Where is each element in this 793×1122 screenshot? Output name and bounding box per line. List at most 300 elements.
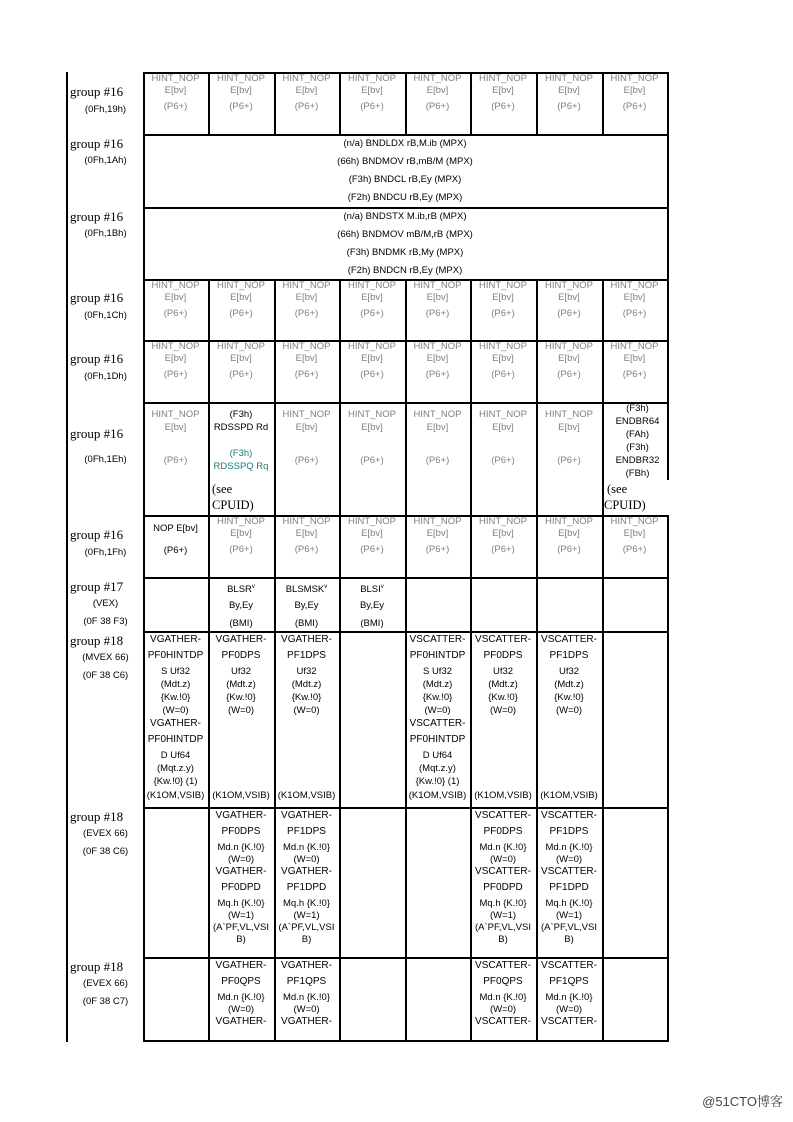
gather-scatter-text: (W=0) <box>489 1004 517 1015</box>
group-label: group #16 <box>70 83 124 99</box>
gather-scatter-text: (A`PF,VL,VSI <box>213 922 269 933</box>
gather-scatter-text: S Uf32 <box>422 666 453 677</box>
hint-nop-operand: E[bv] <box>426 85 449 96</box>
gather-scatter-text: (Mdt.z) <box>488 679 518 690</box>
bmi-cpu: (BMI) <box>294 618 319 629</box>
hint-nop-operand: E[bv] <box>164 85 187 96</box>
hint-nop-label: HINT_NOP <box>347 409 397 420</box>
gather-scatter-text: PF0HINTDP <box>409 734 466 745</box>
gather-scatter-text: VGATHER- <box>281 960 332 971</box>
gather-scatter-text: VGATHER- <box>215 866 267 877</box>
gather-scatter-text: PF0DPS <box>483 826 523 837</box>
hint-nop-operand: E[bv] <box>558 528 580 539</box>
gather-scatter-text: VSCATTER- <box>475 1016 531 1027</box>
group-label: group #16 <box>70 136 124 151</box>
group-label: group #18 <box>70 809 124 824</box>
gather-scatter-text: (W=0) <box>162 705 189 716</box>
gather-scatter-text: D Uf64 <box>160 750 191 761</box>
watermark: @51CTO博客 <box>702 1094 783 1109</box>
bmi-cpu: (BMI) <box>229 618 253 629</box>
gather-scatter-text: {Kw.!0} (1) <box>153 776 198 787</box>
hint-nop-cpu: (P6+) <box>163 369 188 380</box>
gather-scatter-text: PF0DPD <box>483 882 523 893</box>
hint-nop-operand: E[bv] <box>426 528 449 539</box>
hint-nop-cpu: (P6+) <box>491 544 515 555</box>
hint-nop-label: HINT_NOP <box>478 516 528 527</box>
bnd-instruction: (F3h) BNDCL rB,Ey (MPX) <box>348 174 462 185</box>
hint-nop-operand: E[bv] <box>426 422 449 433</box>
gather-scatter-text: VSCATTER- <box>541 1016 597 1027</box>
hint-nop-operand: E[bv] <box>558 292 580 303</box>
hint-nop-cpu: (P6+) <box>360 101 384 112</box>
gather-scatter-text: VGATHER- <box>215 960 267 971</box>
hint-nop-label: HINT_NOP <box>610 516 659 527</box>
gather-scatter-text: PF0QPS <box>221 976 261 987</box>
hint-nop-cpu: (P6+) <box>622 101 647 112</box>
table-grid-line <box>667 72 669 135</box>
gather-scatter-text: (Mdt.z) <box>160 679 191 690</box>
hint-nop-label: HINT_NOP <box>544 73 594 84</box>
table-grid-line <box>339 957 341 1042</box>
hint-nop-label: HINT_NOP <box>413 73 462 84</box>
gather-scatter-text: VGATHER- <box>150 634 201 645</box>
gather-scatter-text: D Uf64 <box>422 750 453 761</box>
hint-nop-cpu: (P6+) <box>557 369 581 380</box>
k1om-vsib-note: (K1OM,VSIB) <box>212 790 270 801</box>
group-label: group #16 <box>70 426 124 441</box>
gather-scatter-text: PF1DPS <box>287 650 326 661</box>
gather-scatter-text: (Mqt.z.y) <box>419 763 456 774</box>
gather-scatter-text: VSCATTER- <box>541 866 597 877</box>
gather-scatter-text: PF1DPD <box>286 882 327 893</box>
gather-scatter-text: (Mdt.z) <box>291 679 322 690</box>
hint-nop-cpu: (P6+) <box>229 101 253 112</box>
hint-nop-operand: E[bv] <box>492 292 514 303</box>
gather-scatter-text: (Mdt.z) <box>226 679 256 690</box>
gather-scatter-text: VSCATTER- <box>475 810 531 821</box>
gather-scatter-text: (W=0) <box>555 1004 583 1015</box>
hint-nop-label: HINT_NOP <box>216 280 266 291</box>
hint-nop-operand: E[bv] <box>361 85 383 96</box>
hint-nop-label: HINT_NOP <box>478 280 528 291</box>
hint-nop-operand: E[bv] <box>623 292 646 303</box>
hint-nop-cpu: (P6+) <box>163 455 188 466</box>
gather-scatter-text: {Kw.!0} <box>554 692 584 703</box>
table-grid-line <box>143 1040 669 1042</box>
gather-scatter-text: (W=1) <box>227 910 255 921</box>
gather-scatter-text: VGATHER- <box>281 866 332 877</box>
hint-nop-label: HINT_NOP <box>347 73 397 84</box>
gather-scatter-text: Md.n {K.!0} <box>545 992 593 1003</box>
gather-scatter-text: (A`PF,VL,VSI <box>541 922 597 933</box>
table-grid-line <box>339 631 341 808</box>
see-cpuid-note: (see <box>212 482 233 496</box>
opcode-label: (0F 38 C6) <box>82 670 129 681</box>
gather-scatter-text: (W=0) <box>555 854 583 865</box>
hint-nop-label: HINT_NOP <box>413 280 462 291</box>
hint-nop-operand: E[bv] <box>623 353 646 364</box>
opcode-label: (0F 38 C7) <box>82 996 129 1007</box>
gather-scatter-text: (W=0) <box>227 1004 255 1015</box>
gather-scatter-text: PF1DPD <box>549 882 589 893</box>
see-cpuid-note: CPUID) <box>604 498 646 512</box>
hint-nop-operand: E[bv] <box>361 528 383 539</box>
hint-nop-operand: E[bv] <box>426 353 449 364</box>
hint-nop-cpu: (P6+) <box>622 544 647 555</box>
hint-nop-operand: E[bv] <box>623 85 646 96</box>
table-grid-line <box>536 577 538 632</box>
gather-scatter-text: PF0DPS <box>483 650 523 661</box>
hint-nop-operand: E[bv] <box>492 85 514 96</box>
table-grid-line <box>602 577 604 632</box>
gather-scatter-text: PF1DPS <box>549 826 589 837</box>
table-grid-line <box>405 807 407 958</box>
table-grid-line <box>667 631 669 808</box>
rdsspd-mnemonic: RDSSPD Rd <box>213 422 269 433</box>
hint-nop-cpu: (P6+) <box>360 544 384 555</box>
bmi-mnemonic: BLSMSK$^v$ <box>285 584 328 596</box>
hint-nop-operand: E[bv] <box>492 353 514 364</box>
gather-scatter-text: {Kw.!0} <box>291 692 322 703</box>
gather-scatter-text: VSCATTER- <box>409 634 466 645</box>
gather-scatter-text: {Kw.!0} <box>160 692 191 703</box>
gather-scatter-text: PF1QPS <box>286 976 327 987</box>
hint-nop-label: HINT_NOP <box>413 341 462 352</box>
gather-scatter-text: B) <box>301 934 312 945</box>
group-subtype: (VEX) <box>92 598 119 609</box>
gather-scatter-text: {Kw.!0} <box>422 692 453 703</box>
nop-cpu: (P6+) <box>163 545 188 556</box>
group-label: group #16 <box>70 526 124 542</box>
rdsspq-prefix: (F3h) <box>229 448 253 459</box>
hint-nop-operand: E[bv] <box>361 422 383 433</box>
gather-scatter-text: B) <box>564 934 574 945</box>
vex-superscript: v <box>251 584 255 590</box>
table-grid-line <box>405 957 407 1042</box>
endbr-text: (F3h) <box>626 442 649 453</box>
hint-nop-cpu: (P6+) <box>491 308 515 319</box>
gather-scatter-text: (W=0) <box>293 854 320 865</box>
hint-nop-operand: E[bv] <box>164 422 187 433</box>
bnd-instruction: (66h) BNDMOV mB/M,rB (MPX) <box>337 229 473 240</box>
table-grid-line <box>66 134 68 208</box>
gather-scatter-text: (W=1) <box>555 910 583 921</box>
table-grid-line <box>667 515 669 578</box>
gather-scatter-text: Mq.h {K.!0} <box>217 898 265 909</box>
gather-scatter-text: (W=1) <box>489 910 517 921</box>
gather-scatter-text: VSCATTER- <box>475 634 531 645</box>
bnd-instruction: (F2h) BNDCN rB,Ey (MPX) <box>347 265 463 276</box>
table-grid-line <box>667 134 669 208</box>
bmi-operands: By,Ey <box>359 600 385 611</box>
table-grid-line <box>143 957 145 1042</box>
hint-nop-cpu: (P6+) <box>294 308 319 319</box>
hint-nop-operand: E[bv] <box>230 292 252 303</box>
gather-scatter-text: VSCATTER- <box>475 866 531 877</box>
gather-scatter-text: VGATHER- <box>281 1016 332 1027</box>
gather-scatter-text: (A`PF,VL,VSI <box>475 922 531 933</box>
gather-scatter-text: PF0DPS <box>221 650 261 661</box>
hint-nop-cpu: (P6+) <box>557 455 581 466</box>
gather-scatter-text: VSCATTER- <box>541 634 597 645</box>
gather-scatter-text: {Kw.!0} (1) <box>415 776 460 787</box>
group-label: group #18 <box>70 959 124 974</box>
hint-nop-cpu: (P6+) <box>557 308 581 319</box>
gather-scatter-text: (W=0) <box>227 705 255 716</box>
group-subtype: (EVEX 66) <box>83 978 128 989</box>
gather-scatter-text: (W=0) <box>293 1004 320 1015</box>
gather-scatter-text: Mq.h {K.!0} <box>282 898 330 909</box>
hint-nop-label: HINT_NOP <box>347 516 397 527</box>
hint-nop-label: HINT_NOP <box>151 280 200 291</box>
table-grid-line <box>405 577 407 632</box>
hint-nop-operand: E[bv] <box>295 85 318 96</box>
gather-scatter-text: VSCATTER- <box>409 718 466 729</box>
table-grid-line <box>602 957 604 1042</box>
opcode-label: (0Fh,19h) <box>84 103 127 115</box>
gather-scatter-text: Mq.h {K.!0} <box>545 898 593 909</box>
gather-scatter-text: PF1DPS <box>549 650 589 661</box>
table-grid-line <box>667 807 669 958</box>
hint-nop-label: HINT_NOP <box>282 341 331 352</box>
hint-nop-cpu: (P6+) <box>163 308 188 319</box>
gather-scatter-text: Uf32 <box>296 666 317 677</box>
table-grid-line <box>667 577 669 632</box>
table-grid-line <box>602 807 604 958</box>
hint-nop-cpu: (P6+) <box>622 308 647 319</box>
hint-nop-cpu: (P6+) <box>360 369 384 380</box>
hint-nop-cpu: (P6+) <box>491 101 515 112</box>
hint-nop-operand: E[bv] <box>295 528 318 539</box>
k1om-vsib-note: (K1OM,VSIB) <box>474 790 532 801</box>
gather-scatter-text: (W=0) <box>555 705 583 716</box>
k1om-vsib-note: (K1OM,VSIB) <box>408 790 467 801</box>
gather-scatter-text: Uf32 <box>558 666 580 677</box>
opcode-label: (0F 38 F3) <box>83 616 128 627</box>
group-label: group #17 <box>70 579 124 594</box>
opcode-label: (0Fh,1Ch) <box>84 310 127 321</box>
opcode-label: (0F 38 C6) <box>82 846 129 857</box>
hint-nop-label: HINT_NOP <box>544 280 594 291</box>
hint-nop-operand: E[bv] <box>623 528 646 539</box>
group-label: group #16 <box>70 209 124 224</box>
hint-nop-label: HINT_NOP <box>610 341 659 352</box>
k1om-vsib-note: (K1OM,VSIB) <box>277 790 336 801</box>
gather-scatter-text: B) <box>498 934 508 945</box>
endbr-text: (FAh) <box>625 429 650 440</box>
group-subtype: (MVEX 66) <box>82 652 129 663</box>
table-grid-line <box>470 577 472 632</box>
bmi-mnemonic: BLSR$^v$ <box>227 584 255 596</box>
opcode-label: (0Fh,1Eh) <box>84 454 127 465</box>
hint-nop-cpu: (P6+) <box>491 455 515 466</box>
hint-nop-cpu: (P6+) <box>622 369 647 380</box>
endbr-text: (FBh) <box>625 468 650 479</box>
hint-nop-operand: E[bv] <box>164 353 187 364</box>
gather-scatter-text: Md.n {K.!0} <box>217 842 265 853</box>
gather-scatter-text: Mq.h {K.!0} <box>479 898 527 909</box>
hint-nop-cpu: (P6+) <box>229 369 253 380</box>
gather-scatter-text: PF1DPS <box>287 826 326 837</box>
gather-scatter-text: {Kw.!0} <box>226 692 256 703</box>
opcode-label: (0Fh,1Bh) <box>84 228 127 239</box>
gather-scatter-text: (A`PF,VL,VSI <box>278 922 335 933</box>
hint-nop-operand: E[bv] <box>558 422 580 433</box>
k1om-vsib-note: (K1OM,VSIB) <box>146 790 205 801</box>
bmi-cpu: (BMI) <box>360 618 384 629</box>
table-grid-line <box>143 207 669 209</box>
gather-scatter-text: S Uf32 <box>160 666 191 677</box>
hint-nop-operand: E[bv] <box>164 292 187 303</box>
gather-scatter-text: VGATHER- <box>215 634 267 645</box>
gather-scatter-text: (W=1) <box>293 910 320 921</box>
hint-nop-cpu: (P6+) <box>425 308 450 319</box>
bnd-instruction: (n/a) BNDSTX M.ib,rB (MPX) <box>343 211 467 222</box>
gather-scatter-text: Md.n {K.!0} <box>217 992 265 1003</box>
hint-nop-cpu: (P6+) <box>163 101 188 112</box>
group-subtype: (EVEX 66) <box>83 828 128 839</box>
hint-nop-label: HINT_NOP <box>282 73 331 84</box>
hint-nop-operand: E[bv] <box>230 353 252 364</box>
gather-scatter-text: (W=0) <box>489 705 517 716</box>
gather-scatter-text: Md.n {K.!0} <box>479 992 527 1003</box>
gather-scatter-text: (W=0) <box>227 854 255 865</box>
hint-nop-operand: E[bv] <box>492 528 514 539</box>
hint-nop-label: HINT_NOP <box>282 280 331 291</box>
gather-scatter-text: PF1QPS <box>549 976 589 987</box>
hint-nop-cpu: (P6+) <box>229 544 253 555</box>
nop-mnemonic: NOP E[bv] <box>153 523 198 534</box>
k1om-vsib-note: (K1OM,VSIB) <box>540 790 598 801</box>
opcode-label: (0Fh,1Ah) <box>84 155 127 166</box>
hint-nop-label: HINT_NOP <box>347 341 397 352</box>
endbr-text: ENDBR64 <box>615 416 660 427</box>
hint-nop-cpu: (P6+) <box>294 455 319 466</box>
hint-nop-cpu: (P6+) <box>425 369 450 380</box>
gather-scatter-text: Md.n {K.!0} <box>282 842 330 853</box>
table-grid-line <box>667 279 669 341</box>
gather-scatter-text: {Kw.!0} <box>488 692 518 703</box>
bnd-instruction: (F3h) BNDMK rB,My (MPX) <box>346 247 464 258</box>
hint-nop-cpu: (P6+) <box>425 455 450 466</box>
hint-nop-label: HINT_NOP <box>544 409 594 420</box>
table-grid-line <box>602 631 604 808</box>
hint-nop-label: HINT_NOP <box>216 73 266 84</box>
table-grid-line <box>339 807 341 958</box>
hint-nop-label: HINT_NOP <box>478 409 528 420</box>
gather-scatter-text: PF0HINTDP <box>147 650 204 661</box>
gather-scatter-text: (Mdt.z) <box>422 679 453 690</box>
gather-scatter-text: VGATHER- <box>215 810 267 821</box>
hint-nop-cpu: (P6+) <box>229 308 253 319</box>
group-label: group #18 <box>70 633 124 648</box>
endbr-text: (F3h) <box>626 403 649 414</box>
bmi-operands: By,Ey <box>294 600 319 611</box>
hint-nop-operand: E[bv] <box>230 85 252 96</box>
hint-nop-label: HINT_NOP <box>151 73 200 84</box>
hint-nop-operand: E[bv] <box>558 353 580 364</box>
hint-nop-operand: E[bv] <box>361 292 383 303</box>
gather-scatter-text: Md.n {K.!0} <box>545 842 593 853</box>
table-grid-line <box>667 207 669 280</box>
gather-scatter-text: PF0HINTDP <box>147 734 204 745</box>
hint-nop-cpu: (P6+) <box>294 544 319 555</box>
hint-nop-cpu: (P6+) <box>425 101 450 112</box>
hint-nop-operand: E[bv] <box>295 292 318 303</box>
gather-scatter-text: Md.n {K.!0} <box>282 992 330 1003</box>
gather-scatter-text: PF0DPS <box>221 826 261 837</box>
hint-nop-operand: E[bv] <box>295 422 318 433</box>
vex-superscript: v <box>324 584 328 590</box>
gather-scatter-text: (Mdt.z) <box>554 679 584 690</box>
gather-scatter-text: PF0DPD <box>221 882 261 893</box>
hint-nop-cpu: (P6+) <box>360 455 384 466</box>
table-grid-line <box>143 807 145 958</box>
see-cpuid-note: (see <box>607 482 628 496</box>
bmi-mnemonic: BLSI$^v$ <box>360 584 384 596</box>
gather-scatter-text: (Mqt.z.y) <box>157 763 194 774</box>
gather-scatter-text: (W=0) <box>293 705 320 716</box>
table-grid-line <box>143 134 669 136</box>
table-grid-line <box>667 957 669 1042</box>
gather-scatter-text: VSCATTER- <box>475 960 531 971</box>
gather-scatter-text: VGATHER- <box>215 1016 267 1027</box>
table-grid-line <box>66 207 68 280</box>
hint-nop-cpu: (P6+) <box>294 369 319 380</box>
rdsspd-prefix: (F3h) <box>229 409 253 420</box>
bmi-operands: By,Ey <box>228 600 254 611</box>
bnd-instruction: (n/a) BNDLDX rB,M.ib (MPX) <box>343 138 467 149</box>
hint-nop-cpu: (P6+) <box>557 544 581 555</box>
gather-scatter-text: VSCATTER- <box>541 960 597 971</box>
hint-nop-operand: E[bv] <box>361 353 383 364</box>
group-label: group #16 <box>70 290 124 305</box>
gather-scatter-text: PF0HINTDP <box>409 650 466 661</box>
group-label: group #16 <box>70 351 124 366</box>
hint-nop-operand: E[bv] <box>426 292 449 303</box>
hint-nop-cpu: (P6+) <box>360 308 384 319</box>
see-cpuid-note: CPUID) <box>212 498 254 512</box>
gather-scatter-text: Uf32 <box>230 666 252 677</box>
hint-nop-label: HINT_NOP <box>610 280 659 291</box>
gather-scatter-text: B) <box>236 934 246 945</box>
hint-nop-cpu: (P6+) <box>557 101 581 112</box>
bnd-instruction: (F2h) BNDCU rB,Ey (MPX) <box>347 192 463 203</box>
opcode-label: (0Fh,1Fh) <box>84 546 127 558</box>
hint-nop-label: HINT_NOP <box>347 280 397 291</box>
hint-nop-label: HINT_NOP <box>216 341 266 352</box>
table-grid-line <box>667 340 669 402</box>
hint-nop-operand: E[bv] <box>295 353 318 364</box>
gather-scatter-text: VSCATTER- <box>541 810 597 821</box>
hint-nop-label: HINT_NOP <box>413 409 462 420</box>
vex-superscript: v <box>380 584 384 590</box>
endbr-text: ENDBR32 <box>615 455 660 466</box>
gather-scatter-text: VGATHER- <box>281 634 332 645</box>
table-grid-line <box>143 577 145 632</box>
gather-scatter-text: VGATHER- <box>150 718 201 729</box>
hint-nop-label: HINT_NOP <box>216 516 266 527</box>
gather-scatter-text: Uf32 <box>492 666 514 677</box>
bnd-instruction: (66h) BNDMOV rB,mB/M (MPX) <box>337 156 473 167</box>
hint-nop-cpu: (P6+) <box>294 101 319 112</box>
hint-nop-operand: E[bv] <box>558 85 580 96</box>
gather-scatter-text: Md.n {K.!0} <box>479 842 527 853</box>
opcode-label: (0Fh,1Dh) <box>84 371 127 382</box>
gather-scatter-text: (W=0) <box>424 705 451 716</box>
rdsspq-mnemonic: RDSSPQ Rq <box>213 461 269 472</box>
hint-nop-label: HINT_NOP <box>282 516 331 527</box>
